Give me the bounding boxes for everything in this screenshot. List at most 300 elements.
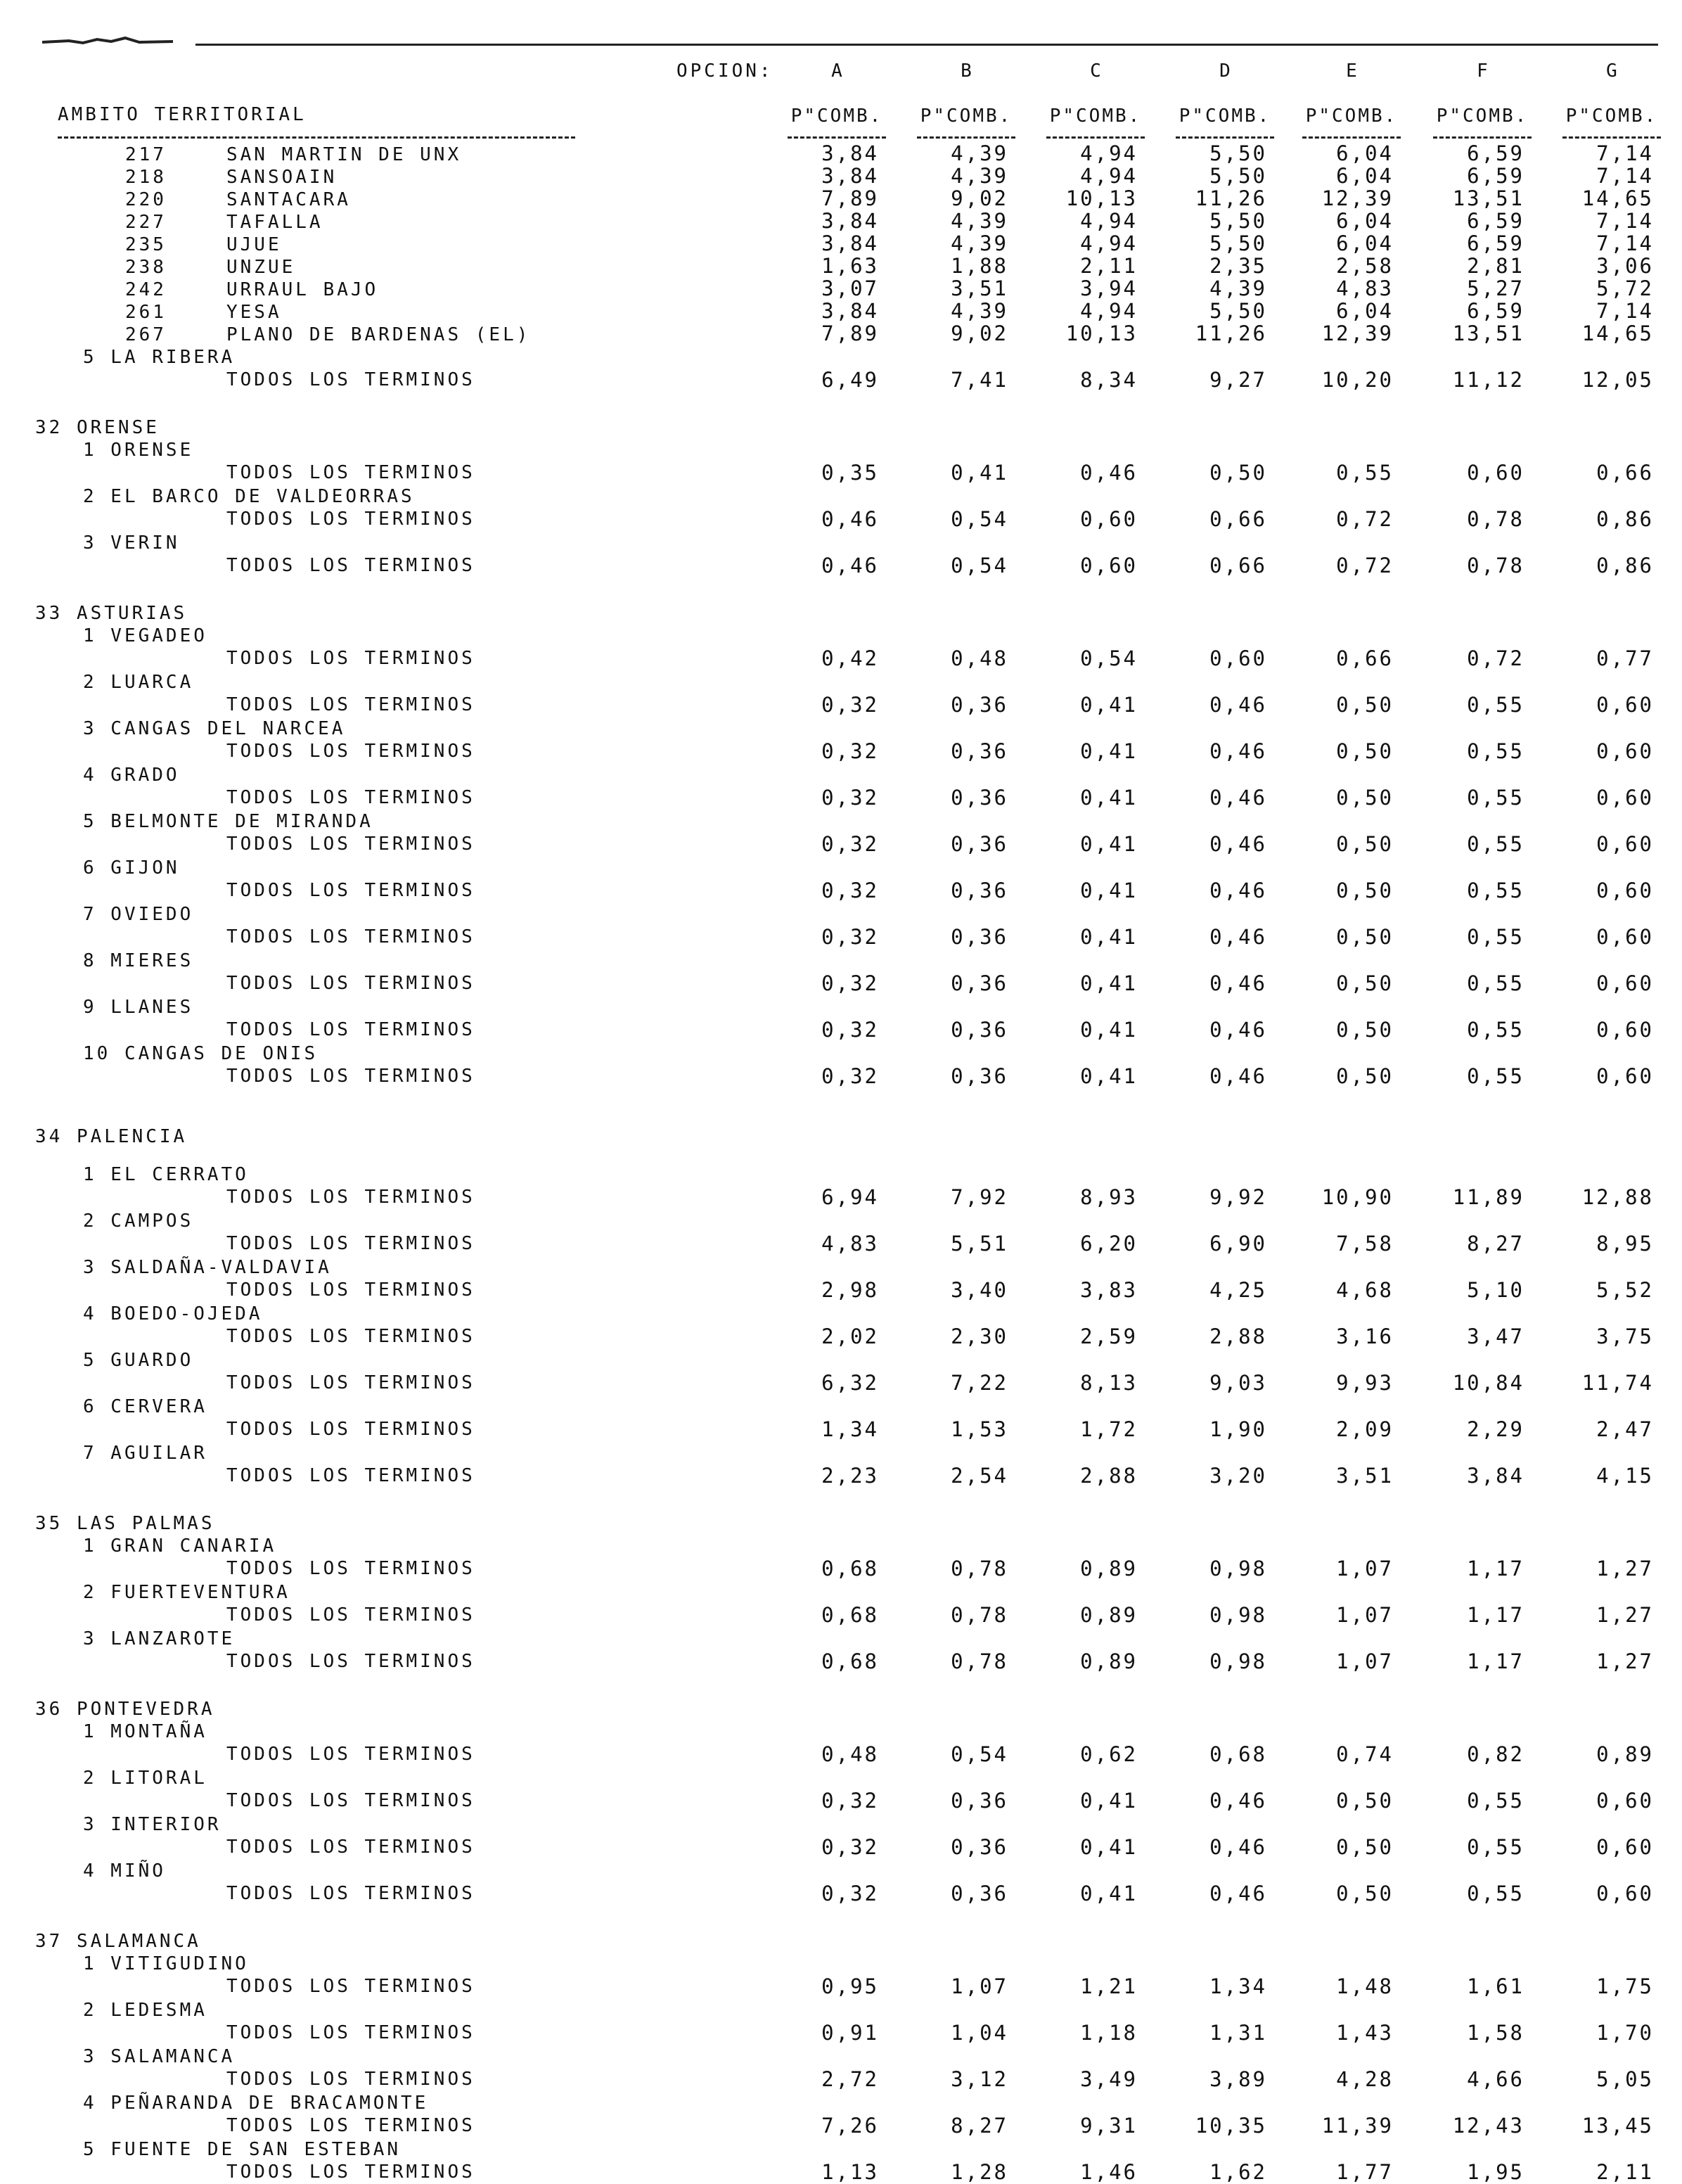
table-row-todos [0, 1279, 1682, 1302]
row-label: TODOS LOS TERMINOS [226, 2069, 475, 2090]
cell-f: 11,12 [1452, 368, 1524, 392]
cell-c: 4,94 [1080, 299, 1138, 323]
row-label: TODOS LOS TERMINOS [226, 1419, 475, 1440]
cell-b: 4,39 [951, 141, 1008, 165]
cell-a: 3,07 [821, 276, 879, 300]
comarca-name: 3 SALAMANCA [83, 2046, 236, 2067]
cell-b: 0,36 [951, 1882, 1008, 1905]
table-row-todos [0, 926, 1682, 949]
row-label: TODOS LOS TERMINOS [226, 555, 475, 576]
row-label: SAN MARTIN DE UNX [226, 144, 462, 165]
province-row [0, 417, 1682, 440]
cell-e: 6,04 [1336, 141, 1394, 165]
cell-c: 0,41 [1080, 832, 1138, 856]
cell-g: 0,60 [1596, 1789, 1654, 1813]
cell-g: 0,60 [1596, 879, 1654, 902]
cell-g: 7,14 [1596, 209, 1654, 233]
row-label: TODOS LOS TERMINOS [226, 880, 475, 901]
comarca-row [0, 532, 1682, 555]
cell-a: 1,13 [821, 2160, 879, 2184]
cell-g: 0,60 [1596, 786, 1654, 810]
cell-e: 10,90 [1321, 1185, 1394, 1209]
municipio-code: 235 [125, 234, 167, 255]
row-label: TODOS LOS TERMINOS [226, 648, 475, 669]
row-label: TODOS LOS TERMINOS [226, 1837, 475, 1858]
cell-c: 10,13 [1065, 186, 1138, 210]
municipio-code: 242 [125, 279, 167, 300]
comarca-row [0, 2046, 1682, 2069]
row-label: UJUE [226, 234, 282, 255]
cell-f: 11,89 [1452, 1185, 1524, 1209]
cell-c: 0,41 [1080, 971, 1138, 995]
comarca-name: 2 EL BARCO DE VALDEORRAS [83, 486, 415, 507]
table-row-todos [0, 1651, 1682, 1673]
cell-c: 10,13 [1065, 321, 1138, 345]
table-row-todos [0, 1604, 1682, 1627]
table-row-todos [0, 834, 1682, 856]
column-underline [1433, 136, 1532, 139]
cell-f: 5,27 [1467, 276, 1524, 300]
cell-d: 1,34 [1209, 1974, 1267, 1998]
cell-b: 0,54 [951, 1742, 1008, 1766]
cell-c: 0,41 [1080, 693, 1138, 717]
cell-c: 0,54 [1080, 646, 1138, 670]
row-label: TODOS LOS TERMINOS [226, 509, 475, 530]
comarca-row [0, 1257, 1682, 1279]
row-label: TODOS LOS TERMINOS [226, 926, 475, 947]
cell-a: 7,89 [821, 321, 879, 345]
table-row-todos [0, 555, 1682, 577]
table-row-todos [0, 1019, 1682, 1042]
row-label: TODOS LOS TERMINOS [226, 1651, 475, 1672]
comarca-row [0, 904, 1682, 926]
comarca-row [0, 765, 1682, 787]
cell-f: 3,84 [1467, 1464, 1524, 1488]
cell-g: 14,65 [1581, 186, 1654, 210]
cell-a: 0,32 [821, 1789, 879, 1813]
cell-g: 11,74 [1581, 1371, 1654, 1395]
row-label: TODOS LOS TERMINOS [226, 2161, 475, 2183]
cell-c: 0,60 [1080, 554, 1138, 577]
cell-e: 2,09 [1336, 1417, 1394, 1441]
cell-d: 6,90 [1209, 1232, 1267, 1256]
table-row-todos [0, 462, 1682, 485]
cell-b: 5,51 [951, 1232, 1008, 1256]
municipio-code: 220 [125, 189, 167, 210]
cell-d: 0,98 [1209, 1603, 1267, 1627]
cell-f: 0,55 [1467, 971, 1524, 995]
municipio-code: 261 [125, 302, 167, 323]
comarca-row [0, 1628, 1682, 1651]
comarca-name: 10 CANGAS DE ONIS [83, 1043, 319, 1064]
province-row [0, 1126, 1682, 1149]
cell-b: 0,41 [951, 461, 1008, 485]
cell-c: 1,72 [1080, 1417, 1138, 1441]
cell-b: 0,36 [951, 971, 1008, 995]
cell-f: 6,59 [1467, 164, 1524, 188]
cell-f: 0,55 [1467, 1789, 1524, 1813]
cell-b: 1,28 [951, 2160, 1008, 2184]
cell-g: 4,15 [1596, 1464, 1654, 1488]
table-row-todos [0, 1372, 1682, 1395]
cell-a: 3,84 [821, 231, 879, 255]
cell-b: 0,48 [951, 646, 1008, 670]
cell-d: 0,46 [1209, 1789, 1267, 1813]
table-row-todos [0, 1558, 1682, 1580]
column-header-c: P"COMB. [1049, 106, 1142, 127]
cell-c: 0,41 [1080, 1835, 1138, 1859]
cell-a: 0,32 [821, 879, 879, 902]
row-label: SANTACARA [226, 189, 351, 210]
comarca-name: 2 FUERTEVENTURA [83, 1582, 290, 1603]
comarca-name: 6 CERVERA [83, 1396, 207, 1417]
table-row-todos [0, 369, 1682, 392]
cell-c: 8,34 [1080, 368, 1138, 392]
comarca-name: 4 MIÑO [83, 1860, 166, 1882]
cell-f: 5,10 [1467, 1278, 1524, 1302]
cell-a: 2,72 [821, 2067, 879, 2091]
cell-c: 3,49 [1080, 2067, 1138, 2091]
cell-c: 0,41 [1080, 1789, 1138, 1813]
row-label: TODOS LOS TERMINOS [226, 1019, 475, 1040]
cell-a: 3,84 [821, 164, 879, 188]
cell-e: 0,50 [1336, 1882, 1394, 1905]
cell-g: 1,75 [1596, 1974, 1654, 1998]
row-label: TODOS LOS TERMINOS [226, 1279, 475, 1301]
cell-e: 3,16 [1336, 1324, 1394, 1348]
cell-d: 0,46 [1209, 786, 1267, 810]
comarca-name: 7 OVIEDO [83, 904, 194, 925]
comarca-row [0, 2139, 1682, 2161]
cell-a: 0,32 [821, 1064, 879, 1088]
row-label: TODOS LOS TERMINOS [226, 2115, 475, 2136]
column-letter-e: E [1346, 60, 1357, 82]
cell-e: 1,43 [1336, 2021, 1394, 2045]
cell-e: 6,04 [1336, 299, 1394, 323]
cell-c: 6,20 [1080, 1232, 1138, 1256]
table-row-todos [0, 1837, 1682, 1859]
comarca-row [0, 486, 1682, 509]
table-row-todos [0, 1790, 1682, 1813]
cell-e: 1,07 [1336, 1557, 1394, 1580]
cell-d: 9,92 [1209, 1185, 1267, 1209]
table-row-todos [0, 741, 1682, 763]
cell-d: 1,62 [1209, 2160, 1267, 2184]
cell-d: 5,50 [1209, 299, 1267, 323]
row-label: TODOS LOS TERMINOS [226, 1744, 475, 1765]
cell-e: 12,39 [1321, 186, 1394, 210]
column-letter-g: G [1606, 60, 1617, 82]
comarca-row [0, 440, 1682, 462]
cell-e: 0,50 [1336, 1064, 1394, 1088]
cell-c: 0,62 [1080, 1742, 1138, 1766]
cell-b: 9,02 [951, 186, 1008, 210]
cell-e: 0,72 [1336, 507, 1394, 531]
cell-f: 0,55 [1467, 1882, 1524, 1905]
cell-f: 1,61 [1467, 1974, 1524, 1998]
cell-f: 0,60 [1467, 461, 1524, 485]
comarca-row [0, 997, 1682, 1019]
cell-g: 0,60 [1596, 925, 1654, 949]
cell-b: 7,41 [951, 368, 1008, 392]
row-label: TODOS LOS TERMINOS [226, 741, 475, 762]
cell-a: 0,32 [821, 1882, 879, 1905]
table-row-todos [0, 880, 1682, 902]
row-label: TODOS LOS TERMINOS [226, 973, 475, 994]
cell-d: 11,26 [1195, 186, 1267, 210]
cell-a: 0,42 [821, 646, 879, 670]
cell-g: 12,05 [1581, 368, 1654, 392]
cell-f: 1,17 [1467, 1603, 1524, 1627]
cell-f: 0,55 [1467, 786, 1524, 810]
cell-g: 13,45 [1581, 2114, 1654, 2138]
comarca-name: 3 INTERIOR [83, 1814, 222, 1835]
cell-e: 0,55 [1336, 461, 1394, 485]
cell-c: 4,94 [1080, 141, 1138, 165]
cell-c: 0,41 [1080, 925, 1138, 949]
cell-f: 3,47 [1467, 1324, 1524, 1348]
cell-f: 13,51 [1452, 186, 1524, 210]
cell-c: 4,94 [1080, 164, 1138, 188]
row-label: TODOS LOS TERMINOS [226, 462, 475, 483]
cell-b: 1,53 [951, 1417, 1008, 1441]
cell-g: 5,72 [1596, 276, 1654, 300]
cell-a: 2,02 [821, 1324, 879, 1348]
cell-a: 0,46 [821, 554, 879, 577]
cell-e: 0,72 [1336, 554, 1394, 577]
province-name: 35 LAS PALMAS [35, 1513, 215, 1534]
cell-c: 0,41 [1080, 786, 1138, 810]
cell-b: 3,51 [951, 276, 1008, 300]
cell-a: 1,63 [821, 254, 879, 278]
row-label: TAFALLA [226, 212, 323, 233]
cell-g: 0,60 [1596, 1835, 1654, 1859]
table-row-todos [0, 973, 1682, 995]
province-name: 34 PALENCIA [35, 1126, 188, 1147]
cell-b: 0,78 [951, 1649, 1008, 1673]
cell-c: 0,41 [1080, 1018, 1138, 1042]
cell-b: 0,36 [951, 739, 1008, 763]
cell-c: 2,11 [1080, 254, 1138, 278]
cell-c: 4,94 [1080, 231, 1138, 255]
cell-g: 0,60 [1596, 1064, 1654, 1088]
table-header [0, 0, 1682, 155]
comarca-row [0, 1350, 1682, 1372]
cell-g: 1,27 [1596, 1603, 1654, 1627]
cell-b: 8,27 [951, 2114, 1008, 2138]
column-underline [1046, 136, 1145, 139]
column-header-a: P"COMB. [790, 106, 883, 127]
cell-d: 0,46 [1209, 693, 1267, 717]
cell-a: 0,32 [821, 1018, 879, 1042]
row-label: URRAUL BAJO [226, 279, 379, 300]
row-label: TODOS LOS TERMINOS [226, 1883, 475, 1904]
comarca-name: 2 LEDESMA [83, 2000, 207, 2021]
cell-a: 0,32 [821, 786, 879, 810]
cell-b: 0,78 [951, 1557, 1008, 1580]
comarca-row [0, 950, 1682, 973]
table-row-todos [0, 1744, 1682, 1766]
table-row-todos [0, 1419, 1682, 1441]
cell-f: 0,55 [1467, 925, 1524, 949]
cell-e: 0,50 [1336, 693, 1394, 717]
cell-d: 0,66 [1209, 554, 1267, 577]
comarca-name: 7 AGUILAR [83, 1443, 207, 1464]
table-row-todos [0, 1066, 1682, 1088]
cell-g: 1,27 [1596, 1649, 1654, 1673]
row-label: TODOS LOS TERMINOS [226, 2022, 475, 2043]
cell-b: 2,30 [951, 1324, 1008, 1348]
cell-b: 4,39 [951, 209, 1008, 233]
cell-d: 0,46 [1209, 739, 1267, 763]
column-letter-c: C [1090, 60, 1101, 82]
cell-b: 2,54 [951, 1464, 1008, 1488]
cell-f: 1,17 [1467, 1557, 1524, 1580]
cell-d: 0,46 [1209, 1882, 1267, 1905]
row-label: TODOS LOS TERMINOS [226, 1604, 475, 1626]
cell-b: 0,36 [951, 1789, 1008, 1813]
cell-a: 6,94 [821, 1185, 879, 1209]
cell-b: 3,40 [951, 1278, 1008, 1302]
municipio-code: 227 [125, 212, 167, 233]
cell-d: 2,35 [1209, 254, 1267, 278]
cell-a: 7,89 [821, 186, 879, 210]
cell-c: 1,21 [1080, 1974, 1138, 1998]
province-row [0, 1513, 1682, 1535]
comarca-row [0, 1768, 1682, 1790]
cell-g: 0,86 [1596, 554, 1654, 577]
cell-d: 1,90 [1209, 1417, 1267, 1441]
cell-e: 0,50 [1336, 1835, 1394, 1859]
cell-e: 0,66 [1336, 646, 1394, 670]
cell-d: 4,25 [1209, 1278, 1267, 1302]
comarca-name: 1 MONTAÑA [83, 1721, 207, 1742]
cell-a: 6,49 [821, 368, 879, 392]
cell-c: 0,89 [1080, 1649, 1138, 1673]
province-row [0, 603, 1682, 625]
comarca-row [0, 1721, 1682, 1744]
comarca-name: 4 GRADO [83, 765, 180, 786]
cell-b: 0,36 [951, 925, 1008, 949]
comarca-name: 1 VEGADEO [83, 625, 207, 646]
column-letter-a: A [831, 60, 842, 82]
province-row [0, 1699, 1682, 1721]
cell-f: 4,66 [1467, 2067, 1524, 2091]
cell-g: 0,77 [1596, 646, 1654, 670]
cell-a: 7,26 [821, 2114, 879, 2138]
cell-c: 0,60 [1080, 507, 1138, 531]
cell-b: 4,39 [951, 299, 1008, 323]
comarca-row [0, 1860, 1682, 1883]
cell-c: 0,41 [1080, 739, 1138, 763]
cell-b: 7,22 [951, 1371, 1008, 1395]
cell-f: 1,17 [1467, 1649, 1524, 1673]
cell-e: 0,74 [1336, 1742, 1394, 1766]
cell-e: 1,07 [1336, 1649, 1394, 1673]
column-underline [788, 136, 886, 139]
row-label: TODOS LOS TERMINOS [226, 1233, 475, 1254]
cell-c: 8,93 [1080, 1185, 1138, 1209]
cell-e: 6,04 [1336, 164, 1394, 188]
cell-g: 1,70 [1596, 2021, 1654, 2045]
cell-e: 0,50 [1336, 879, 1394, 902]
row-label: TODOS LOS TERMINOS [226, 1465, 475, 1486]
cell-g: 0,60 [1596, 1882, 1654, 1905]
cell-b: 0,36 [951, 1018, 1008, 1042]
cell-a: 0,32 [821, 971, 879, 995]
cell-e: 6,04 [1336, 231, 1394, 255]
cell-b: 1,88 [951, 254, 1008, 278]
cell-g: 3,06 [1596, 254, 1654, 278]
cell-b: 4,39 [951, 231, 1008, 255]
column-letter-f: F [1477, 60, 1488, 82]
column-header-e: P"COMB. [1305, 106, 1398, 127]
cell-b: 7,92 [951, 1185, 1008, 1209]
cell-b: 3,12 [951, 2067, 1008, 2091]
comarca-name: 2 LUARCA [83, 672, 194, 693]
comarca-name: 3 CANGAS DEL NARCEA [83, 718, 346, 739]
column-header-f: P"COMB. [1436, 106, 1529, 127]
cell-e: 1,77 [1336, 2160, 1394, 2184]
cell-g: 7,14 [1596, 231, 1654, 255]
cell-f: 0,55 [1467, 693, 1524, 717]
province-name: 33 ASTURIAS [35, 603, 188, 624]
cell-g: 12,88 [1581, 1185, 1654, 1209]
comarca-row [0, 1043, 1682, 1066]
cell-d: 0,60 [1209, 646, 1267, 670]
comarca-row [0, 672, 1682, 694]
cell-f: 1,58 [1467, 2021, 1524, 2045]
cell-e: 7,58 [1336, 1232, 1394, 1256]
cell-b: 1,07 [951, 1974, 1008, 1998]
column-header-b: P"COMB. [920, 106, 1013, 127]
column-underline [917, 136, 1015, 139]
cell-d: 5,50 [1209, 209, 1267, 233]
cell-d: 0,46 [1209, 832, 1267, 856]
comarca-name: 1 GRAN CANARIA [83, 1535, 277, 1557]
cell-d: 5,50 [1209, 141, 1267, 165]
cell-g: 0,60 [1596, 1018, 1654, 1042]
cell-d: 5,50 [1209, 164, 1267, 188]
row-label: TODOS LOS TERMINOS [226, 1558, 475, 1579]
cell-g: 2,47 [1596, 1417, 1654, 1441]
cell-b: 0,36 [951, 879, 1008, 902]
cell-c: 1,46 [1080, 2160, 1138, 2184]
cell-g: 14,65 [1581, 321, 1654, 345]
cell-c: 8,13 [1080, 1371, 1138, 1395]
cell-a: 0,91 [821, 2021, 879, 2045]
cell-c: 0,41 [1080, 1064, 1138, 1088]
comarca-row [0, 2093, 1682, 2115]
cell-d: 10,35 [1195, 2114, 1267, 2138]
table-row-todos [0, 1465, 1682, 1488]
municipio-code: 238 [125, 257, 167, 278]
column-header-g: P"COMB. [1565, 106, 1658, 127]
comarca-name: 1 EL CERRATO [83, 1164, 249, 1185]
cell-c: 4,94 [1080, 209, 1138, 233]
cell-d: 4,39 [1209, 276, 1267, 300]
cell-g: 8,95 [1596, 1232, 1654, 1256]
cell-d: 3,89 [1209, 2067, 1267, 2091]
cell-b: 0,36 [951, 693, 1008, 717]
comarca-row [0, 347, 1682, 369]
cell-c: 9,31 [1080, 2114, 1138, 2138]
table-row-todos [0, 1326, 1682, 1348]
cell-g: 5,05 [1596, 2067, 1654, 2091]
comarca-row [0, 1303, 1682, 1326]
table-row-todos [0, 1976, 1682, 1998]
cell-e: 4,68 [1336, 1278, 1394, 1302]
